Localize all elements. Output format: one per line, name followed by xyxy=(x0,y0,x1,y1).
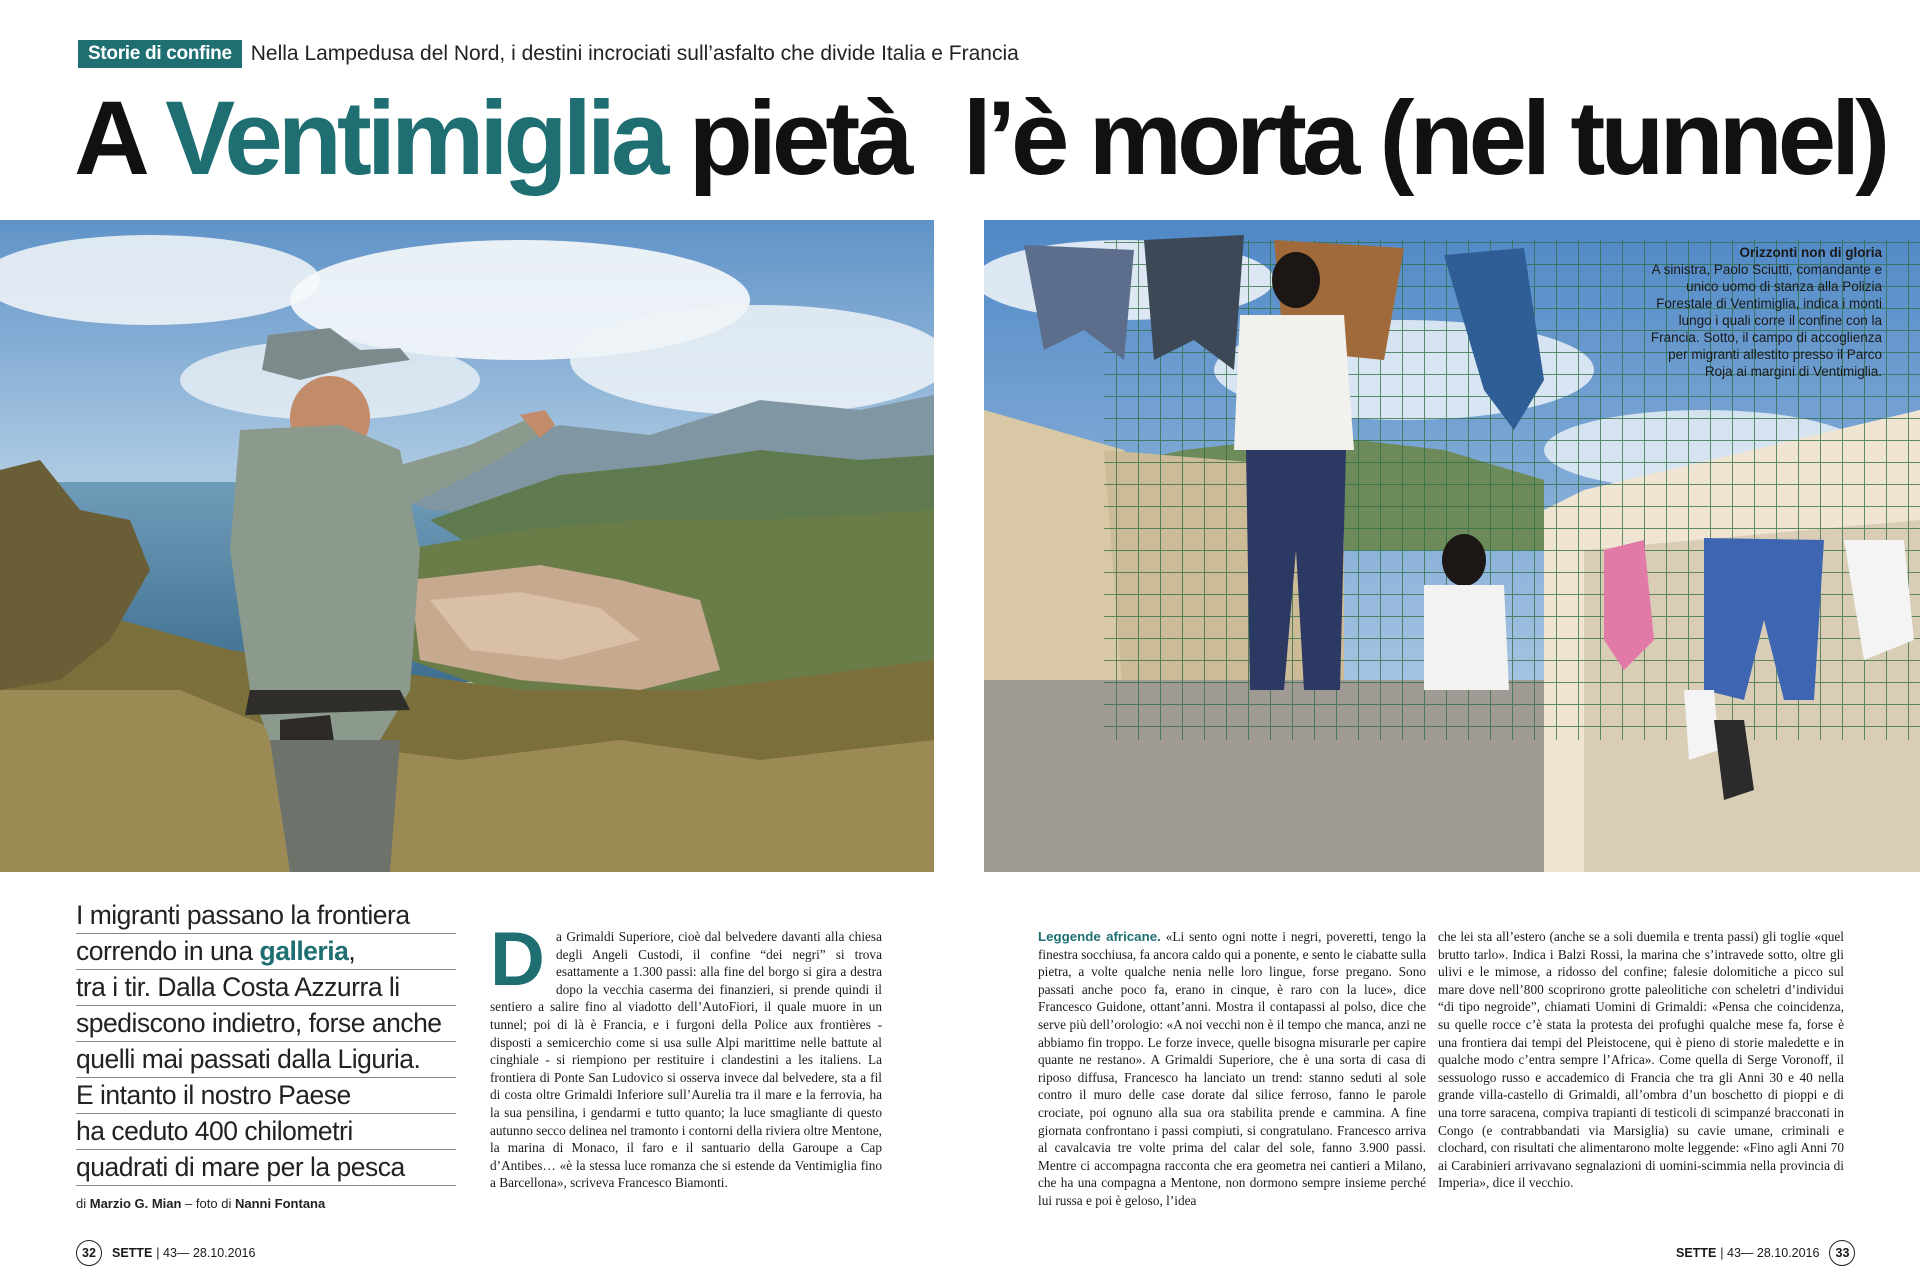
deck-line: I migranti passano la frontiera xyxy=(76,898,456,934)
headline-part1: A xyxy=(74,80,166,197)
deck-line: E intanto il nostro Paese xyxy=(76,1078,456,1114)
section-tag: Storie di confine xyxy=(78,40,242,68)
body-column-1 xyxy=(490,917,882,1218)
headline-part3: l’è morta (nel tunnel) xyxy=(962,80,1886,197)
deck xyxy=(76,898,456,1186)
photo-caption-title: Orizzonti non di gloria xyxy=(1739,245,1882,260)
deck-line xyxy=(76,934,456,970)
magazine-name: SETTE xyxy=(112,1246,153,1260)
issue-date: | 43— 28.10.2016 xyxy=(1720,1246,1820,1260)
page-number: 33 xyxy=(1829,1240,1855,1266)
subhead-runin: Leggende africane. xyxy=(1038,929,1161,944)
deck-line: quelli mai passati dalla Liguria. xyxy=(76,1042,456,1078)
deck-line: quadrati di mare per la pesca xyxy=(76,1150,456,1186)
kicker xyxy=(78,38,1019,70)
headline xyxy=(74,80,1886,197)
kicker-text: Nella Lampedusa del Nord, i destini incrociati sull’asfalto che divide Italia e Francia xyxy=(250,42,1019,65)
drop-cap: D xyxy=(490,917,545,1002)
deck-highlight: galleria xyxy=(259,936,349,966)
deck-line: spediscono indietro, forse anche xyxy=(76,1006,456,1042)
magazine-name: SETTE xyxy=(1676,1246,1717,1260)
folio-left xyxy=(76,1240,265,1266)
photographer: Nanni Fontana xyxy=(234,1196,326,1211)
body-text: a Grimaldi Superiore, cioè dal belvedere davanti alla chiesa degli Angeli Custodi, il confine “dei negri” si trova esattamente a 1.300 passi: alla fine del borgo si gira a destra dopo la vecchia caserma dei finanzieri, si prende quindi il sentiero a salire fino al viadotto dell’AutoFiori, il quale muore in un tunnel; poi di là è Francia, e i furgoni della Police aux frontières - disposti a semicerchio come si usa sulle Alpi marittime nelle battute al cinghiale - si riempiono per restituire i clandestini a les italiens. La frontiera di Ponte San Ludovico si osserva invece dal belvedere, sta a fil di costa oltre Grimaldi Inferiore sull’Aurelia tra il mare e la ferrovia, ha la sua pensilina, i gendarmi e tutto quanto; la luce smagliante di questo autunno secco delinea nel tramonto i contorni della riviera oltre Mentone, la marina di Monaco, il faro e il santuario della Garoupe a Cap d’Antibes… «è la stessa luce romanza che si estende da Ventimiglia fino a Barcellona», scriveva Francesco Biamonti. xyxy=(490,929,882,1191)
headline-accent: Ventimiglia xyxy=(165,80,665,197)
deck-line-text: , xyxy=(348,936,356,966)
deck-line-text: correndo in una xyxy=(76,936,260,966)
left-photo xyxy=(0,220,934,872)
byline-mid: – foto di xyxy=(181,1196,235,1211)
body-text: che lei sta all’estero (anche se a soli duemila e trenta passi) gli toglie «quel brutto tarlo». Indica i Balzi Rossi, la marina che s’intravede sotto, oltre gli ulivi e le mimose, a ridosso del confine; falesie dolomitiche a picco sul mare dove nell’800 scoprirono grotte paleolitiche con scheletri d’individui “di tipo negroide”, chiamati Uomini di Grimaldi: «Pensa che coincidenza, su quelle rocce c’è stata la protesta dei profughi qualche mese fa, forse è una frontiera dai tempi del Pleistocene, qui è pieno di storie maledette e in qualche modo c’entra sempre l’Africa». Come quella di Serge Voronoff, il sessuologo russo e accademico di Francia che tra gli Anni 30 e 40 nella grande villa-castello di Grimaldi, all’ombra d’un boschetto di pioppi e di una torre saracena, compiva trapianti di testicoli di scimpanzé bracconati in Congo (e contrabbandati via Marsiglia) su cavie umane, criminali e clochard, con risultati che alimentarono molte leggende: «Fino agli Anni 70 ai Carabinieri arrivavano segnalazioni di uomini-scimmia nella provincia di Imperia», dice il vecchio. xyxy=(1438,929,1844,1191)
photo-caption xyxy=(1642,244,1882,380)
issue-date: | 43— 28.10.2016 xyxy=(156,1246,256,1260)
page-number: 32 xyxy=(76,1240,102,1266)
folio-right xyxy=(1666,1240,1855,1266)
headline-part2: pietà xyxy=(664,80,909,197)
body-column-2 xyxy=(1038,928,1426,1218)
body-text: «Li sento ogni notte i negri, poveretti, tengo la finestra socchiusa, fa ancora caldo qui a ponente, e sento le ciabatte sulla pietra, a volte qualche nenia nelle loro lingue, forse pregano. Sono passati anche poco fa, erano in cinque, è raro con la luce», dice Francesco Guidone, ottant’anni. Mostra il contapassi al polso, dice che serve più dell’orologio: «A noi vecchi non è il tempo che manca, anzi ne abbiamo fin troppo. Le forze invece, quelle bisogna misurarle per capire quante ne restano». A Grimaldi Superiore, che è una sorta di casa di riposo diffusa, Francesco ha lanciato un trend: stanno seduti al sole contro il muro delle case dorate dal silice ferroso, fanno le parole crociate, poi ognuno alla sua ora stabilita prende e cammina. A fine giornata confrontano i passi compiuti, si congratulano. Francesco arriva al cavalcavia tre volte prima del calar del sole, fanno 3.900 passi. Mentre ci accompagna racconta che era geometra nei cantieri a Milano, che ha una compagna a Mentone, non dormono sempre insieme perché lui russa e poi è geloso, l’idea xyxy=(1038,929,1426,1208)
deck-line: tra i tir. Dalla Costa Azzurra li xyxy=(76,970,456,1006)
byline xyxy=(76,1196,325,1211)
photo-caption-text: A sinistra, Paolo Sciutti, comandante e unico uomo di stanza alla Polizia Forestale di Ventimiglia, indica i monti lungo i quali corre il confine con la Francia. Sotto, il campo di accoglienza per migranti allestito presso il Parco Roja ai margini di Ventimiglia. xyxy=(1650,262,1882,379)
author: Marzio G. Mian xyxy=(89,1196,182,1211)
deck-line: ha ceduto 400 chilometri xyxy=(76,1114,456,1150)
byline-pre: di xyxy=(76,1196,90,1211)
body-column-3 xyxy=(1438,928,1844,1218)
